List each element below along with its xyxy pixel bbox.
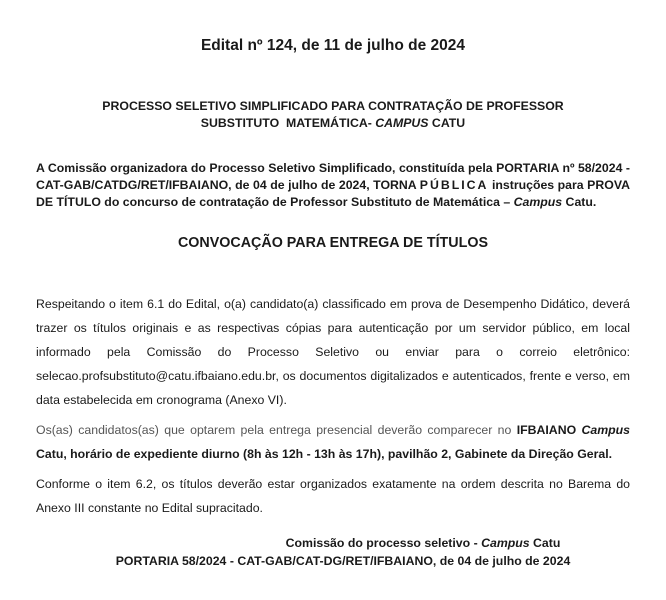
paragraph-organization: Conforme o item 6.2, os títulos deverão estar organizados exatamente na ordem descrita no Barema do Anexo III constante no Edital supracitado.	[36, 477, 630, 515]
signature-line-2: PORTARIA 58/2024 - CAT-GAB/CAT-DG/RET/IFBAIANO, de 04 de julho de 2024	[115, 554, 571, 568]
paragraph-2-plain: Os(as) candidatos(as) que optarem pela entrega presencial deverão comparecer no	[36, 423, 517, 437]
intro-part-2: instruções para PROVA DE TÍTULO do concurso de contratação de Professor Substituto de Matemática –	[36, 178, 630, 209]
subtitle-line-2	[0, 115, 666, 132]
intro-part-1: A Comissão organizadora do Processo Seletivo Simplificado, constituída pela PORTARIA nº 58/2024 - CAT-GAB/CATDG/RET/IFBAIANO, de 04 de julho de 2024, TORNA	[36, 161, 630, 192]
document-subtitle	[0, 98, 666, 132]
intro-spaced-word: PÚBLICA	[419, 178, 489, 192]
subtitle-campus-word: CAMPUS	[375, 116, 429, 130]
section-heading: CONVOCAÇÃO PARA ENTREGA DE TÍTULOS	[177, 235, 489, 251]
signature-line-1-suffix: Catu	[529, 536, 561, 550]
signature-block	[0, 534, 666, 570]
subtitle-line-2-prefix: SUBSTITUTO MATEMÁTICA-	[200, 116, 376, 130]
intro-part-3: Catu.	[562, 195, 597, 209]
paragraph-2-bold-1: IFBAIANO	[516, 423, 582, 437]
paragraph-in-person-delivery	[36, 418, 630, 466]
signature-line-1-prefix: Comissão do processo seletivo -	[285, 536, 478, 550]
subtitle-line-2-suffix: CATU	[428, 116, 466, 130]
subtitle-line-1: PROCESSO SELETIVO SIMPLIFICADO PARA CONTRATAÇÃO DE PROFESSOR	[102, 99, 564, 113]
intro-paragraph	[36, 160, 630, 211]
intro-campus-word: Campus	[513, 195, 563, 209]
paragraph-deliver-titles: Respeitando o item 6.1 do Edital, o(a) candidato(a) classificado em prova de Desempenho Didático, deverá trazer os títulos originais e as respectivas cópias para autenticação por um servidor público, em local informado pela Comissão do Processo Seletivo ou enviar para o correio eletrônico: selecao.profsubstituto@catu.ifbaiano.edu.br, os documentos digitalizados e autenticados, frente e verso, em data estabelecida em cronograma (Anexo VI).	[36, 297, 630, 407]
signature-line-1	[0, 534, 666, 552]
document-title: Edital nº 124, de 11 de julho de 2024	[200, 37, 466, 54]
paragraph-2-campus-word: Campus	[581, 423, 630, 437]
signature-campus-word: Campus	[481, 536, 530, 550]
paragraph-2-bold-2: Catu, horário de expediente diurno (8h às 12h - 13h às 17h), pavilhão 2, Gabinete da Direção Geral.	[36, 447, 613, 461]
